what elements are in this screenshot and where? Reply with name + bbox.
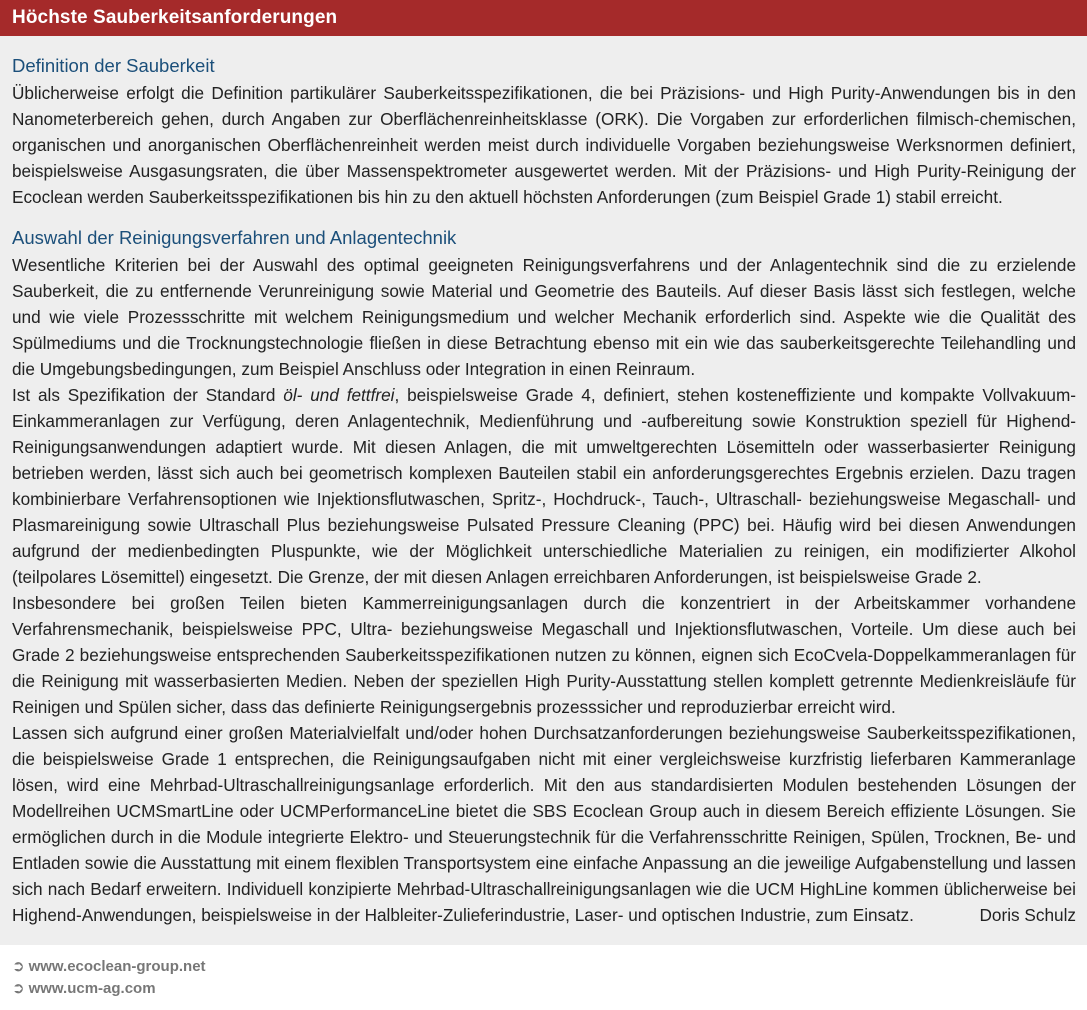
section-heading-selection: Auswahl der Reinigungsverfahren und Anlagentechnik <box>12 227 457 248</box>
text-run: Lassen sich aufgrund einer großen Materialvielfalt und/oder hohen Durchsatzanforderungen beziehungsweise Sauberkeitsspezifikationen, die beispielsweise Grade 1 entsprechen, die Reinigungsaufgaben nicht mit einer vergleichsweise kurzfristig lieferbaren Kammeranlage lösen, wird eine Mehrbad-Ultraschallreinigungsanlage erforderlich. Mit den aus standardisierten Modulen bestehenden Lösungen der Modellreihen UCMSmartLine oder UCMPerformanceLine bietet die SBS Ecoclean Group auch in diesem Bereich effiziente Lösungen. Sie ermöglichen durch in die Module integrierte Elektro- und Steuerungstechnik für die Verfahrensschritte Reinigen, Spülen, Trocknen, Be- und Entladen sowie die Ausstattung mit einem flexiblen Transportsystem eine einfache Anpassung an die jeweilige Aufgabenstellung und lassen sich nach Bedarf erweitern. Individuell konzipierte Mehrbad-Ultraschallreinigungsanlagen wie die UCM HighLine kommen üblicherweise bei Highend-Anwendungen, beispielsweise in der Halbleiter-Zulieferindustrie, Laser- und optischen Industrie, zum Einsatz. <box>12 723 1076 925</box>
link-ecoclean[interactable]: www.ecoclean-group.net <box>28 958 206 975</box>
paragraph-multibath <box>12 720 1076 928</box>
paragraph-definition: Üblicherweise erfolgt die Definition partikulärer Sauberkeitsspezifikationen, die bei Präzisions- und High Purity-Anwendungen bis in den Nanometerbereich gehen, durch Angaben zur Oberflächenreinheitsklasse (ORK). Die Vorgaben zur erforderlichen filmisch-chemischen, organischen und anorganischen Oberflächenreinheit werden meist durch individuelle Vorgaben beziehungsweise Werksnormen definiert, beispielsweise Ausgasungsraten, die über Massenspektrometer ausgewertet werden. Mit der Präzisions- und High Purity-Reinigung der Ecoclean werden Sauberkeitsspezifikationen bis hin zu den aktuell höchsten Anforderungen (zum Beispiel Grade 1) stabil erreicht. <box>12 83 1076 207</box>
article-title: Höchste Sauberkeitsanforderungen <box>0 0 1087 36</box>
link-list <box>12 956 206 1000</box>
paragraph-vacuum-systems <box>12 382 1076 590</box>
arrow-icon: ➲ <box>12 980 25 997</box>
link-row[interactable] <box>12 978 206 1000</box>
link-ucm[interactable]: www.ucm-ag.com <box>28 980 156 997</box>
italic-term: öl- und fettfrei <box>283 385 395 405</box>
paragraph-criteria: Wesentliche Kriterien bei der Auswahl des optimal geeigneten Reinigungsverfahrens und der Anlagentechnik sind die zu erzielende Sauberkeit, die zu entfernende Verunreinigung sowie Material und Geometrie des Bauteils. Auf dieser Basis lässt sich festlegen, welche und wie viele Prozessschritte mit welchem Reinigungsmedium und welcher Mechanik erforderlich sind. Aspekte wie die Qualität des Spülmediums und die Trocknungstechnologie fließen in diese Betrachtung ebenso mit ein wie das sauberkeitsgerechte Teilehandling und die Umgebungsbedingungen, zum Beispiel Anschluss oder Integration in einen Reinraum. <box>12 255 1076 379</box>
link-row[interactable] <box>12 956 206 978</box>
paragraph-chamber-systems: Insbesondere bei großen Teilen bieten Kammerreinigungsanlagen durch die konzentriert in der Arbeitskammer vorhandene Verfahrensmechanik, beispielsweise PPC, Ultra- beziehungsweise Megaschall und Injektionsflutwaschen, Vorteile. Um diese auch bei Grade 2 beziehungsweise entsprechenden Sauberkeitsspezifikationen nutzen zu können, eignen sich EcoCvela-Doppelkammeranlagen für die Reinigung mit wasserbasierten Medien. Neben der speziellen High Purity-Ausstattung stellen komplett getrennte Medienkreisläufe für Reinigen und Spülen sicher, dass das definierte Reinigungsergebnis prozesssicher und reproduzierbar erreicht wird. <box>12 593 1076 717</box>
text-run: Ist als Spezifikation der Standard <box>12 385 284 405</box>
arrow-icon: ➲ <box>12 958 25 975</box>
section-spacer <box>12 210 1076 224</box>
section-heading-definition: Definition der Sauberkeit <box>12 55 215 76</box>
article-body <box>12 52 1076 928</box>
author: Doris Schulz <box>979 905 1076 925</box>
text-run: , beispielsweise Grade 4, definiert, stehen kosteneffiziente und kompakte Vollvakuum-Einkammeranlagen zur Verfügung, deren Anlagentechnik, Medienführung und -aufbereitung sowie Konstruktion speziell für Highend-Reinigungsanwendungen adaptiert wurde. Mit diesen Anlagen, die mit umweltgerechten Lösemitteln oder wasserbasierter Reinigung betrieben werden, lässt sich auch bei geometrisch komplexen Bauteilen stabil ein anforderungsgerechtes Ergebnis erzielen. Dazu tragen kombinierbare Verfahrensoptionen wie Injektionsflutwaschen, Spritz-, Hochdruck-, Tauch-, Ultraschall- beziehungsweise Megaschall- und Plasmareinigung sowie Ultraschall Plus beziehungsweise Pulsated Pressure Cleaning (PPC) bei. Häufig wird bei diesen Anwendungen aufgrund der medienbedingten Pluspunkte, wie der Möglichkeit unterschiedliche Materialien zu reinigen, ein modifizierter Alkohol (teilpolares Lösemittel) eingesetzt. Die Grenze, der mit diesen Anlagen erreichbaren Anforderungen, ist beispielsweise Grade 2. <box>12 385 1077 587</box>
